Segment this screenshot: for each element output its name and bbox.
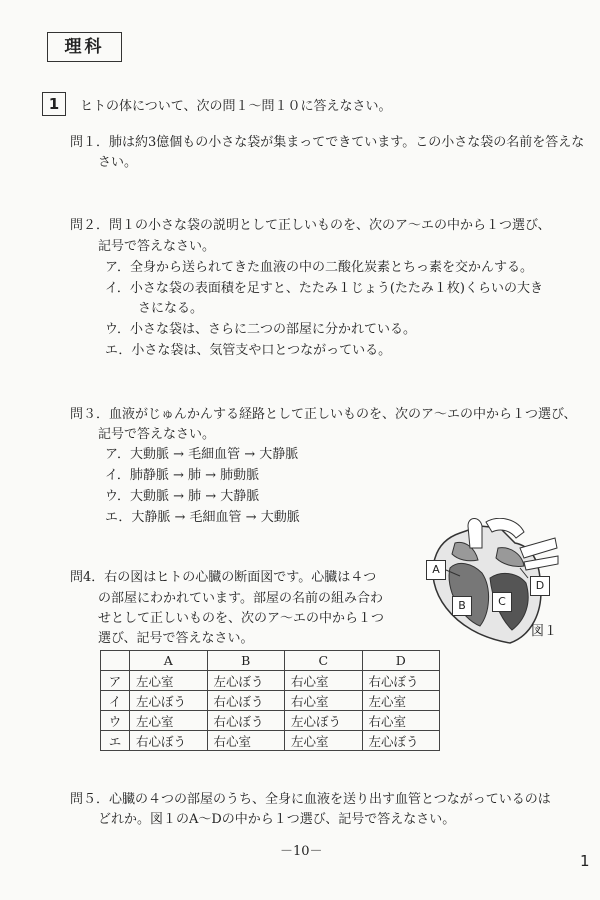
table-cell: 右心室 (285, 671, 363, 691)
q4-line-1: 問4．右の図はヒトの心臓の断面図です。心臓は４つ (70, 570, 377, 585)
table-cell: 左心ぼう (207, 671, 285, 691)
table-cell: イ (101, 691, 130, 711)
q3-option-i: イ．肺静脈 → 肺 → 肺動脈 (105, 468, 260, 483)
table-cell: 右心ぼう (130, 731, 208, 751)
table-cell: エ (101, 731, 130, 751)
table-header-cell: D (362, 651, 440, 671)
q2-option-i-cont: さになる。 (138, 301, 204, 316)
q1-line-2: さい。 (98, 155, 138, 170)
q3-option-u: ウ．大動脈 → 肺 → 大静脈 (105, 489, 260, 504)
table-cell: 左心室 (130, 671, 208, 691)
figure-label-b: B (452, 596, 472, 616)
q2-option-u: ウ．小さな袋は、さらに二つの部屋に分かれている。 (105, 322, 416, 337)
table-row (101, 671, 440, 691)
table-cell: 右心ぼう (362, 671, 440, 691)
subject-title: 理科 (47, 32, 122, 62)
q3-option-a: ア．大動脈 → 毛細血管 → 大静脈 (105, 447, 299, 462)
q1-line-1: 問１．肺は約3億個もの小さな袋が集まってできています。この小さな袋の名前を答えな (70, 135, 585, 150)
table-cell: 左心室 (285, 731, 363, 751)
q4-line-4: 選び、記号で答えなさい。 (98, 631, 254, 646)
table-row (101, 731, 440, 751)
q2-option-i: イ．小さな袋の表面積を足すと、たたみ１じょう(たたみ１枚)くらいの大き (105, 281, 543, 296)
q4-line-3: せとして正しいものを、次のア～エの中から１つ (98, 611, 385, 626)
q3-line-2: 記号で答えなさい。 (98, 427, 216, 442)
q5-line-1: 問５．心臓の４つの部屋のうち、全身に血液を送り出す血管とつながっているのは (70, 792, 551, 807)
q2-option-a: ア．全身から送られてきた血液の中の二酸化炭素とちっ素を交かんする。 (105, 260, 533, 275)
table-cell: ア (101, 671, 130, 691)
table-cell: ウ (101, 711, 130, 731)
figure-label-c: C (492, 592, 512, 612)
figure-caption: 図１ (531, 624, 558, 639)
corner-number: 1 (580, 852, 590, 870)
table-cell: 右心ぼう (207, 691, 285, 711)
table-cell: 右心室 (207, 731, 285, 751)
table-header-cell: C (285, 651, 363, 671)
q2-line-1: 問２．問１の小さな袋の説明として正しいものを、次のア～エの中から１つ選び、 (70, 218, 551, 233)
table-cell: 左心室 (130, 711, 208, 731)
table-row (101, 691, 440, 711)
intro-text: ヒトの体について、次の問１～問１０に答えなさい。 (80, 99, 392, 114)
table-cell: 左心ぼう (130, 691, 208, 711)
q2-option-e: エ．小さな袋は、気管支や口とつながっている。 (105, 343, 392, 358)
table-cell: 左心ぼう (285, 711, 363, 731)
table-cell: 左心ぼう (362, 731, 440, 751)
q3-option-e: エ．大静脈 → 毛細血管 → 大動脈 (105, 510, 300, 525)
table-cell: 右心室 (362, 711, 440, 731)
table-cell: 右心ぼう (207, 711, 285, 731)
table-header-row (101, 651, 440, 671)
table-row (101, 711, 440, 731)
q4-line-2: の部屋にわかれています。部屋の名前の組み合わ (98, 591, 383, 606)
question-number-box: 1 (42, 92, 66, 116)
q3-line-1: 問３．血液がじゅんかんする経路として正しいものを、次のア～エの中から１つ選び、 (70, 407, 577, 422)
q5-line-2: どれか。図１のA～Dの中から１つ選び、記号で答えなさい。 (98, 812, 456, 827)
table-header-cell: B (207, 651, 285, 671)
table-cell: 左心室 (362, 691, 440, 711)
figure-label-d: D (530, 576, 550, 596)
table-cell: 右心室 (285, 691, 363, 711)
answer-table (100, 650, 440, 751)
q2-line-2: 記号で答えなさい。 (98, 239, 216, 254)
figure-label-a: A (426, 560, 446, 580)
table-header-cell: A (130, 651, 208, 671)
table-header-cell (101, 651, 130, 671)
page-number: －10－ (280, 844, 323, 859)
